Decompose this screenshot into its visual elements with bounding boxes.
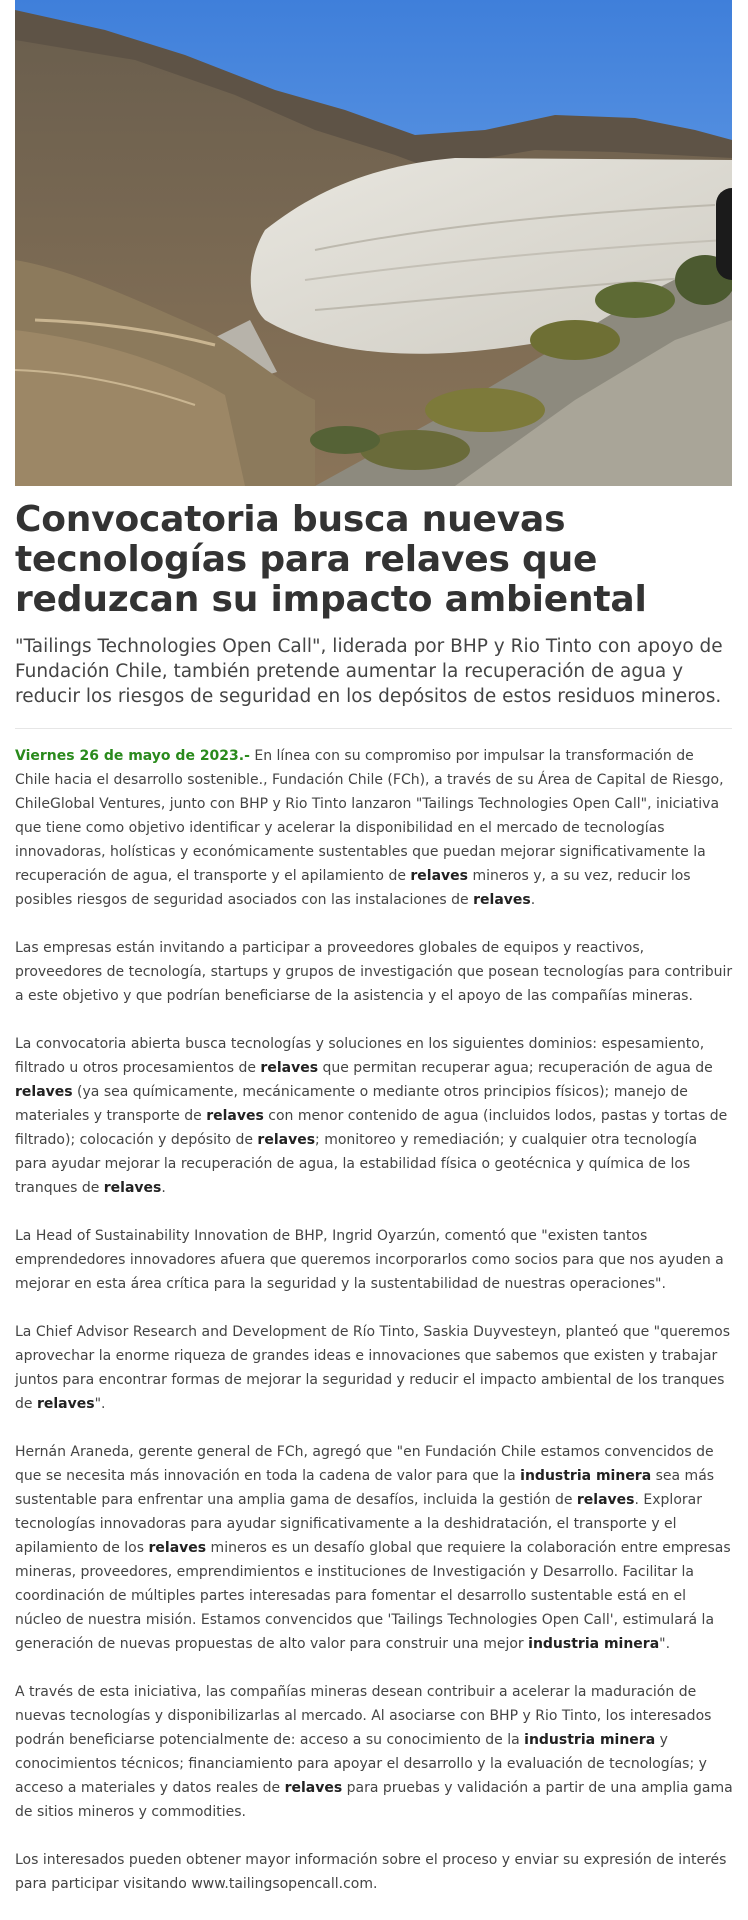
paragraph-5 xyxy=(15,1320,733,1416)
text-segment: A través de esta iniciativa, las compañías mineras desean contribuir a acelerar la maduración de nuevas tecnologías y disponibilizarlas al mercado. Al asociarse con BHP y Rio Tinto, los interesados podrán beneficiarse potencialmente de: acceso a su conocimiento de la xyxy=(15,1684,712,1748)
text-segment: La Chief Advisor Research and Development de Río Tinto, Saskia Duyvesteyn, planteó que "queremos aprovechar la enorme riqueza de grandes ideas e innovaciones que sabemos que existen y trabajar juntos para encontrar formas de mejorar la seguridad y reducir el impacto ambiental de los tranques de xyxy=(15,1324,731,1412)
keyword-highlight: relaves xyxy=(410,868,469,884)
text-segment: . xyxy=(161,1180,166,1196)
keyword-highlight: relaves xyxy=(15,1084,73,1100)
text-segment: sea más sustentable para enfrentar una amplia gama de desafíos, incluida la gestión de xyxy=(15,1468,715,1508)
slider-control-edge xyxy=(716,188,732,280)
keyword-highlight: relaves xyxy=(36,1396,95,1412)
paragraph-6 xyxy=(15,1440,733,1656)
text-segment: Hernán Araneda, gerente general de FCh, agregó que "en Fundación Chile estamos convencidos de que se necesita más innovación en toda la cadena de valor para que la xyxy=(15,1444,714,1484)
paragraph-8: Los interesados pueden obtener mayor información sobre el proceso y enviar su expresión de interés para participar visitando www.tailingsopencall.com. xyxy=(15,1852,727,1892)
keyword-highlight: relaves xyxy=(284,1780,343,1796)
keyword-highlight: relaves xyxy=(576,1492,635,1508)
keyword-highlight: industria minera xyxy=(524,1732,656,1748)
keyword-highlight: industria minera xyxy=(520,1468,652,1484)
keyword-highlight: relaves xyxy=(257,1132,316,1148)
keyword-highlight: relaves xyxy=(206,1108,264,1124)
text-segment: . xyxy=(530,892,536,908)
text-segment: En línea con su compromiso por impulsar la transformación de Chile hacia el desarrollo sostenible., Fundación Chile (FCh), a través de su Área de Capital de Riesgo, ChileGlobal Ventures, junto con BHP y Rio Tinto lanzaron "Tailings Technologies Open Call", iniciativa que tiene como objetivo identificar y acelerar la disponibilidad en el mercado de tecnologías innovadoras, holísticas y económicamente sustentables que puedan mejorar significativamente la recuperación de agua, el transporte y el apilamiento de xyxy=(15,748,724,884)
text-segment: La convocatoria abierta busca tecnologías y soluciones en los siguientes dominios: espesamiento, filtrado u otros procesamientos de xyxy=(15,1036,705,1076)
text-segment: que permitan recuperar agua; recuperación de agua de xyxy=(318,1060,713,1076)
article-subtitle: "Tailings Technologies Open Call", liderada por BHP y Rio Tinto con apoyo de Fundación Chile, también pretende aumentar la recuperación de agua y reducir los riesgos de seguridad en los depósitos de estos residuos mineros. xyxy=(15,636,723,707)
keyword-highlight: relaves xyxy=(103,1180,162,1196)
dateline: Viernes 26 de mayo de 2023.- xyxy=(15,748,250,764)
text-segment: mineros y, a su vez, reducir los posibles riesgos de seguridad asociados con las instalaciones de xyxy=(15,868,691,908)
paragraph-2: Las empresas están invitando a participar a proveedores globales de equipos y reactivos, proveedores de tecnología, startups y grupos de investigación que posean tecnologías para contribuir a este objetivo y que podrían beneficiarse de la asistencia y el apoyo de las compañías mineras. xyxy=(15,940,733,1004)
paragraph-3 xyxy=(15,1032,733,1200)
text-segment: ". xyxy=(94,1396,106,1412)
keyword-highlight: relaves xyxy=(148,1540,207,1556)
keyword-highlight: industria minera xyxy=(528,1636,660,1652)
text-segment: ". xyxy=(659,1636,671,1652)
paragraph-7 xyxy=(15,1680,733,1824)
text-segment: con menor contenido de agua (incluidos lodos, pastas y tortas de filtrado); colocación y depósito de xyxy=(15,1108,728,1148)
article-body xyxy=(15,744,733,1920)
text-segment: para pruebas y validación a partir de una amplia gama de sitios mineros y commodities. xyxy=(15,1780,733,1820)
paragraph-4: La Head of Sustainability Innovation de BHP, Ingrid Oyarzún, comentó que "existen tantos emprendedores innovadores afuera que queremos incorporarlos como socios para que nos ayuden a mejorar en esta área crítica para la seguridad y la sustentabilidad de nuestras operaciones". xyxy=(15,1228,724,1292)
paragraph-1 xyxy=(15,744,733,912)
text-segment: . Explorar tecnologías innovadoras para ayudar significativamente a la deshidratación, el transporte y el apilamiento de los xyxy=(15,1492,702,1556)
hero-photo-illustration xyxy=(15,0,732,486)
text-segment: mineros es un desafío global que requiere la colaboración entre empresas mineras, proveedores, emprendimientos e instituciones de Investigación y Desarrollo. Facilitar la coordinación de múltiples partes interesadas para fomentar el desarrollo sustentable está en el núcleo de nuestra misión. Estamos convencidos que 'Tailings Technologies Open Call', estimulará la generación de nuevas propuestas de alto valor para construir una mejor xyxy=(15,1540,731,1652)
keyword-highlight: relaves xyxy=(473,892,531,908)
text-segment: y conocimientos técnicos; financiamiento para apoyar el desarrollo y la evaluación de tecnologías; y acceso a materiales y datos reales de xyxy=(15,1732,707,1796)
article-title: Convocatoria busca nuevas tecnologías para relaves que reduzcan su impacto ambiental xyxy=(15,499,647,620)
hero-image xyxy=(15,0,732,486)
keyword-highlight: relaves xyxy=(260,1060,319,1076)
text-segment: (ya sea químicamente, mecánicamente o mediante otros principios físicos); manejo de materiales y transporte de xyxy=(15,1084,688,1124)
divider xyxy=(15,728,732,729)
text-segment: ; monitoreo y remediación; y cualquier otra tecnología para ayudar mejorar la recuperación de agua, la estabilidad física o geotécnica y química de los tranques de xyxy=(15,1132,698,1196)
